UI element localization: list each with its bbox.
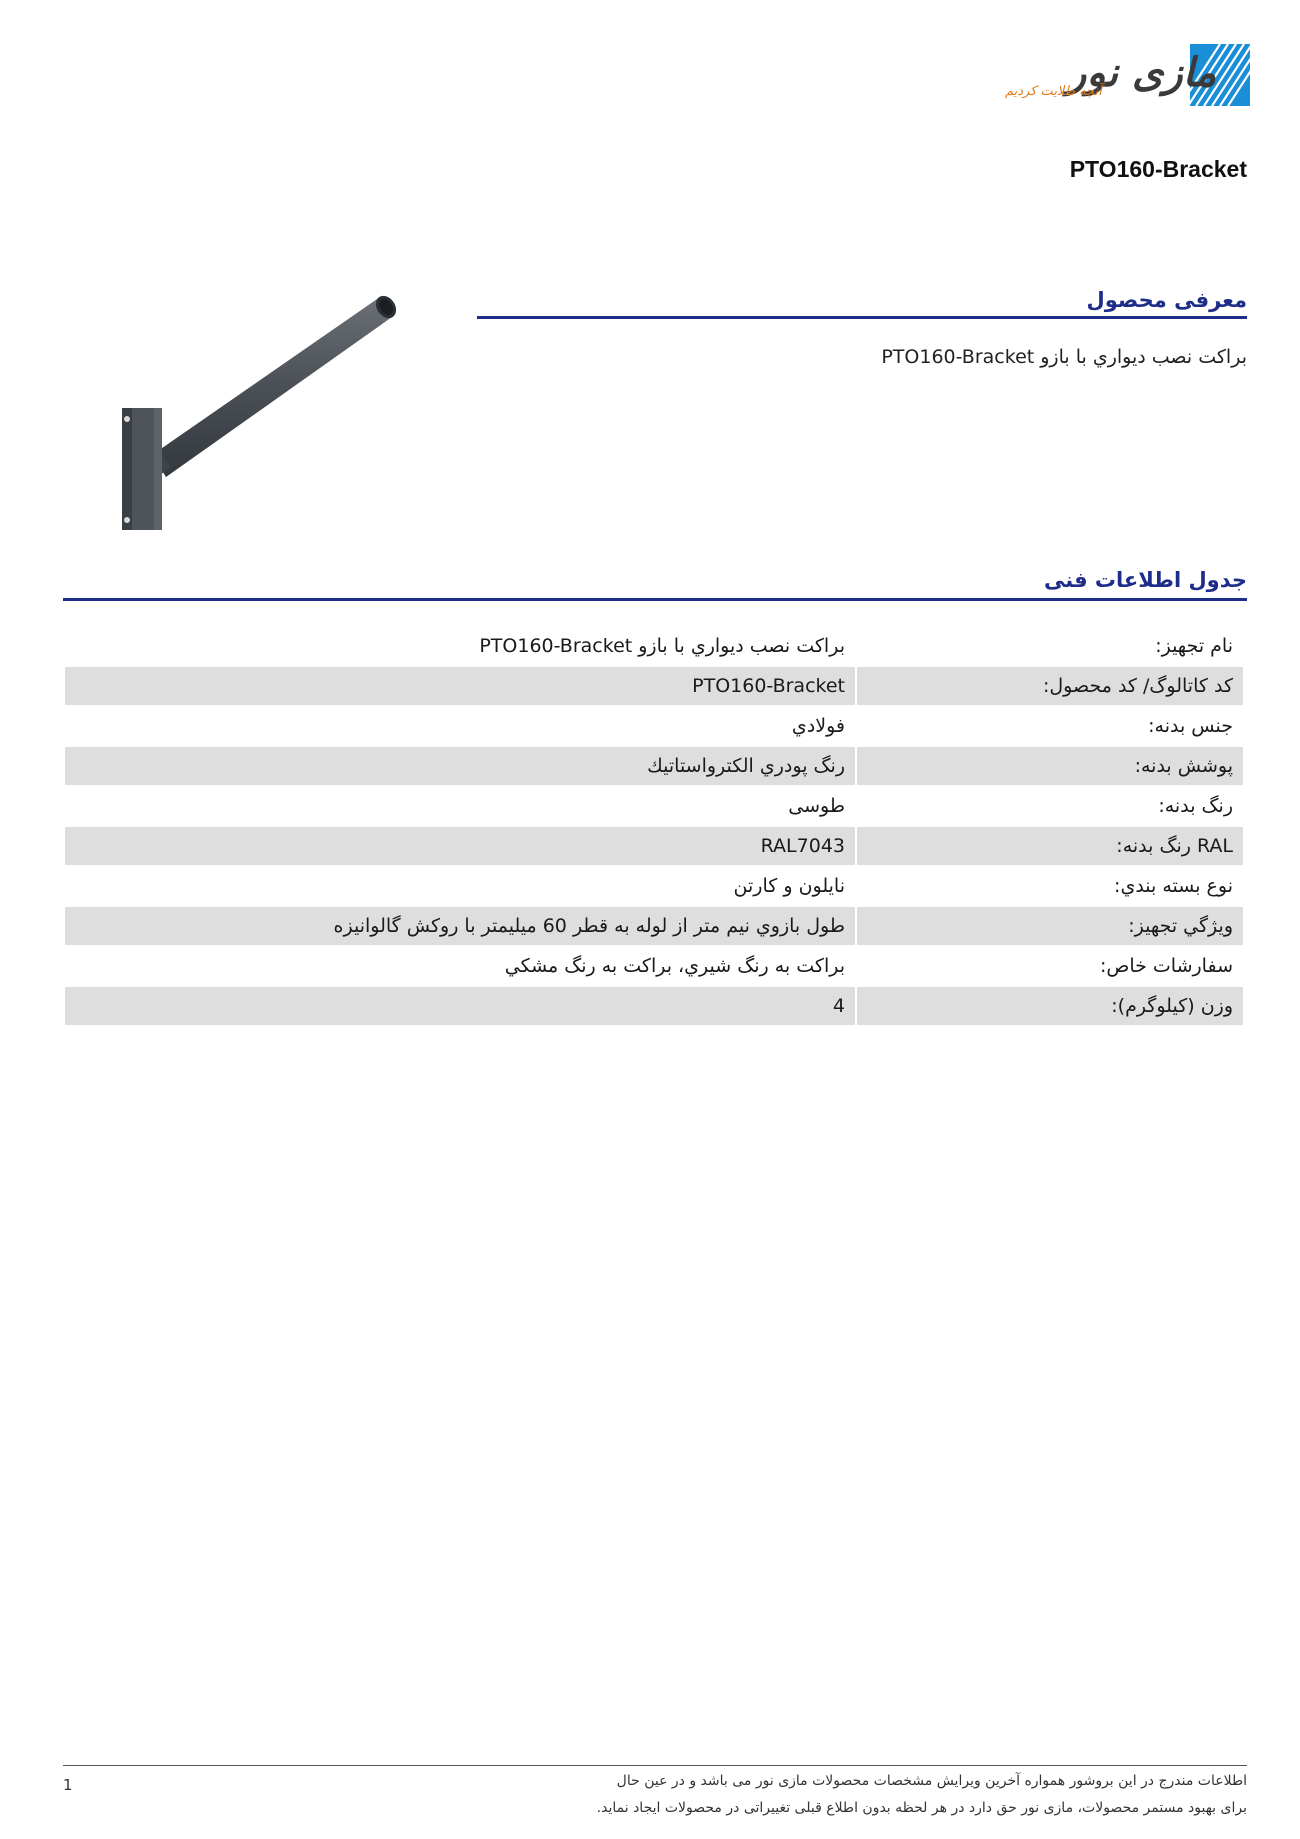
brand-name: مازی نور: [1067, 50, 1217, 96]
product-code-heading: PTO160-Bracket: [1069, 156, 1247, 182]
table-row: [65, 867, 1243, 905]
spec-label: ویژگي تجهیز:: [857, 907, 1243, 945]
table-row: [65, 627, 1243, 665]
specs-section-title: جدول اطلاعات فنی: [1044, 568, 1247, 592]
spec-label: RAL رنگ بدنه:: [857, 827, 1243, 865]
spec-value: نايلون و كارتن: [733, 875, 845, 897]
spec-label: کد کاتالوگ/ کد محصول:: [857, 667, 1243, 705]
table-row: [65, 947, 1243, 985]
spec-value: براكت به رنگ شيري، براكت به رنگ مشكي: [504, 955, 845, 977]
spec-label: سفارشات خاص:: [1099, 955, 1233, 977]
table-row: [65, 787, 1243, 825]
spec-label: جنس بدنه:: [1148, 715, 1233, 737]
spec-value: فولادي: [791, 715, 845, 737]
spec-label: نام تجهیز:: [1155, 635, 1233, 657]
spec-value: RAL7043: [65, 827, 855, 865]
spec-value: براكت نصب ديواري با بازو PTO160-Bracket: [479, 635, 845, 657]
wall-bracket-image: [110, 285, 410, 535]
brand-logo: [1005, 44, 1250, 110]
spec-label: پوشش بدنه:: [857, 747, 1243, 785]
table-row: [65, 827, 1243, 865]
page-number: 1: [63, 1776, 73, 1794]
footer-disclaimer-line-1: اطلاعات مندرج در این بروشور همواره آخرین ویرایش مشخصات محصولات مازی نور می باشد و در عین حال: [616, 1773, 1247, 1789]
table-row: [65, 667, 1243, 705]
brand-tagline: آنچه طلایت کردیم: [1005, 84, 1102, 99]
specs-divider: [63, 598, 1247, 601]
spec-value: طول بازوي نيم متر از لوله به قطر 60 ميليمتر با روكش گالوانيزه: [65, 907, 855, 945]
footer-divider: [63, 1765, 1247, 1766]
spec-label: وزن (کیلوگرم):: [857, 987, 1243, 1025]
table-row: [65, 987, 1243, 1025]
spec-value: 4: [65, 987, 855, 1025]
intro-text: براكت نصب ديواري با بازو PTO160-Bracket: [881, 346, 1247, 368]
spec-label: رنگ بدنه:: [1158, 795, 1233, 817]
spec-value: رنگ پودري الكترواستاتيك: [65, 747, 855, 785]
spec-value: PTO160-Bracket: [65, 667, 855, 705]
spec-value: طوسی: [788, 795, 845, 817]
spec-label: نوع بسته بندي:: [1114, 875, 1233, 897]
table-row: [65, 707, 1243, 745]
spec-table: [63, 625, 1245, 1027]
table-row: [65, 907, 1243, 945]
table-row: [65, 747, 1243, 785]
footer-disclaimer-line-2: برای بهبود مستمر محصولات، مازی نور حق دارد در هر لحظه بدون اطلاع قبلی تغییراتی در محصولات ایجاد نماید.: [596, 1800, 1247, 1816]
intro-section-title: معرفی محصول: [1086, 288, 1247, 312]
intro-divider: [477, 316, 1247, 319]
